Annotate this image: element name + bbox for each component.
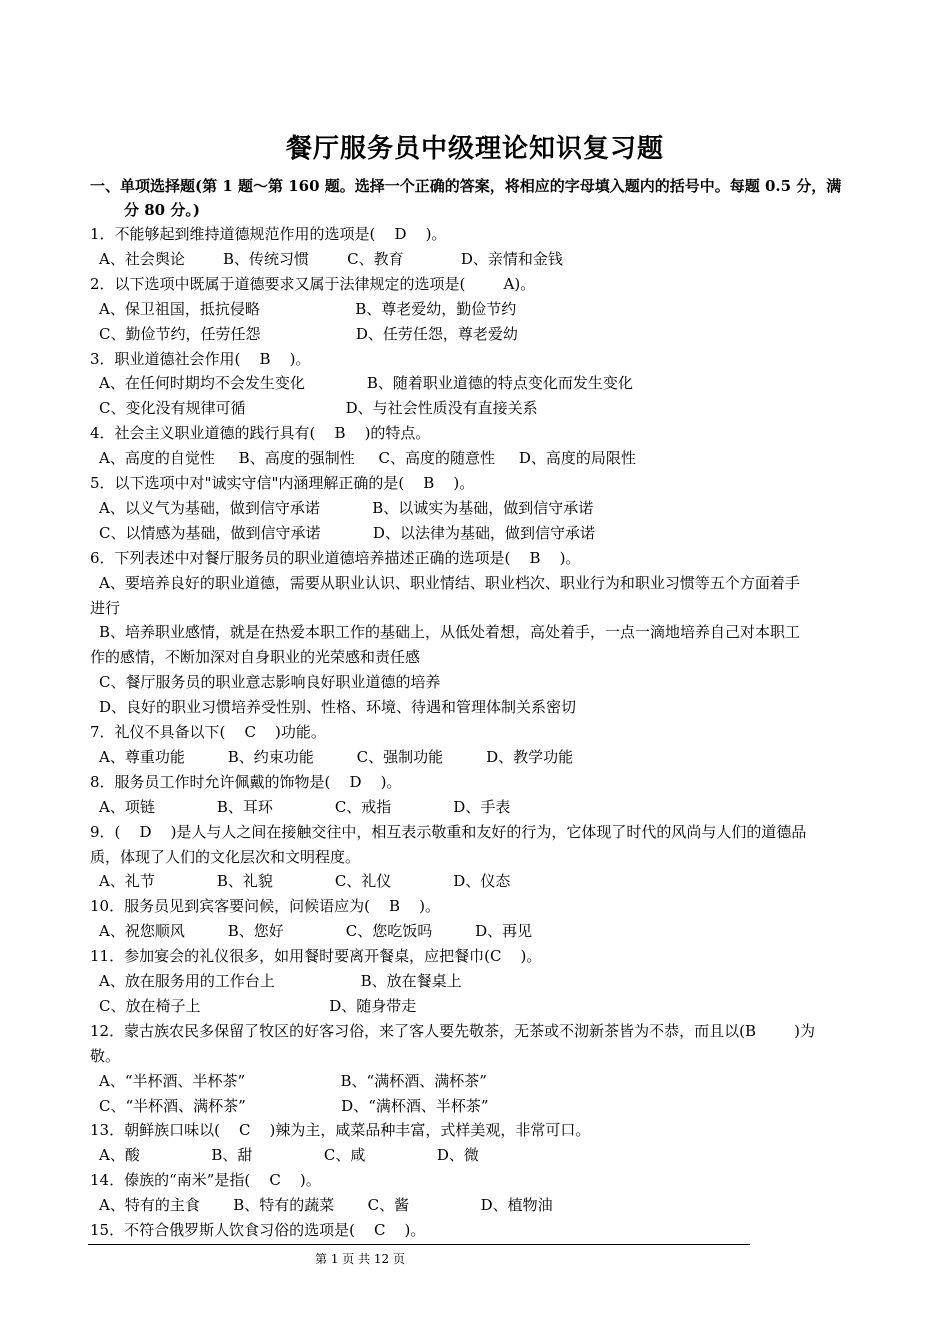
- section-header-line1: 一、单项选择题(第 1 题～第 160 题。选择一个正确的答案，将相应的字母填入题内的括号中。每题 0.5 分，满: [90, 177, 842, 195]
- text-line: 13．朝鲜族口味以( C )辣为主，咸菜品种丰富，式样美观，非常可口。: [90, 1121, 591, 1140]
- text-line: A、高度的自觉性 B、高度的强制性 C、高度的随意性 D、高度的局限性: [99, 449, 636, 468]
- text-line: C、变化没有规律可循 D、与社会性质没有直接关系: [99, 399, 538, 418]
- text-line: C、以情感为基础，做到信守承诺 D、以法律为基础，做到信守承诺: [99, 523, 595, 542]
- text-line: D、良好的职业习惯培养受性别、性格、环境、待遇和管理体制关系密切: [99, 698, 577, 717]
- text-line: C、放在椅子上 D、随身带走: [99, 996, 417, 1015]
- text-line: 3．职业道德社会作用( B )。: [90, 349, 311, 368]
- text-line: C、勤俭节约，任劳任怨 D、任劳任怨，尊老爱幼: [99, 324, 518, 343]
- page-footer: 第 1 页 共 12 页: [315, 1252, 405, 1266]
- text-line: 质，体现了人们的文化层次和文明程度。: [90, 847, 361, 866]
- text-line: 5．以下选项中对"诚实守信"内涵理解正确的是( B )。: [90, 474, 475, 492]
- text-line: 敬。: [90, 1046, 121, 1065]
- footer-rule: [88, 1244, 750, 1245]
- text-line: 7．礼仪不具备以下( C )功能。: [90, 723, 326, 741]
- page-title: 餐厅服务员中级理论知识复习题: [285, 134, 664, 164]
- text-line: B、培养职业感情，就是在热爱本职工作的基础上，从低处着想，高处着手，一点一滴地培养自己对本职工: [99, 623, 801, 642]
- text-line: A、特有的主食 B、特有的蔬菜 C、酱 D、植物油: [99, 1196, 553, 1215]
- text-line: 作的感情，不断加深对自身职业的光荣感和责任感: [90, 648, 421, 667]
- text-line: C、“半杯酒、满杯茶” D、“满杯酒、半杯茶”: [99, 1096, 489, 1115]
- text-line: A、“半杯酒、半杯茶” B、“满杯酒、满杯茶”: [99, 1071, 487, 1090]
- text-line: 15．不符合俄罗斯人饮食习俗的选项是( C )。: [90, 1221, 426, 1239]
- text-line: 2．以下选项中既属于道德要求又属于法律规定的选项是( A)。: [90, 274, 536, 293]
- text-line: A、在任何时期均不会发生变化 B、随着职业道德的特点变化而发生变化: [99, 374, 633, 393]
- text-line: A、尊重功能 B、约束功能 C、强制功能 D、教学功能: [99, 747, 574, 766]
- text-line: A、放在服务用的工作台上 B、放在餐桌上: [99, 972, 462, 990]
- text-line: A、保卫祖国，抵抗侵略 B、尊老爱幼，勤俭节约: [99, 299, 517, 318]
- text-line: 10．服务员见到宾客要问候，问候语应为( B )。: [90, 897, 440, 916]
- text-line: 6．下列表述中对餐厅服务员的职业道德培养描述正确的选项是( B )。: [90, 548, 581, 567]
- text-line: A、社会舆论 B、传统习惯 C、教育 D、亲情和金钱: [99, 249, 563, 268]
- text-line: 12．蒙古族农民多保留了牧区的好客习俗，来了客人要先敬茶，无茶或不沏新茶皆为不恭，而且以(B )为: [90, 1021, 815, 1040]
- text-line: A、项链 B、耳环 C、戒指 D、手表: [99, 797, 511, 816]
- text-line: C、餐厅服务员的职业意志影响良好职业道德的培养: [99, 673, 441, 692]
- text-line: A、要培养良好的职业道德，需要从职业认识、职业情结、职业档次、职业行为和职业习惯等五个方面着手: [99, 573, 800, 592]
- text-line: 11．参加宴会的礼仪很多，如用餐时要离开餐桌，应把餐巾(C )。: [90, 947, 542, 966]
- text-line: 9．( D )是人与人之间在接触交往中，相互表示敬重和友好的行为，它体现了时代的风尚与人们的道德品: [90, 822, 807, 841]
- text-line: A、以义气为基础，做到信守承诺 B、以诚实为基础，做到信守承诺: [99, 498, 594, 517]
- text-line: A、礼节 B、礼貌 C、礼仪 D、仪态: [99, 872, 511, 891]
- text-line: 14．傣族的“南米”是指( C )。: [90, 1171, 321, 1190]
- text-line: A、酸 B、甜 C、咸 D、微: [99, 1146, 479, 1165]
- text-line: 8．服务员工作时允许佩戴的饰物是( D )。: [90, 772, 402, 791]
- text-line: 进行: [90, 598, 121, 617]
- text-line: A、祝您顺风 B、您好 C、您吃饭吗 D、再见: [99, 922, 533, 941]
- text-line: 1．不能够起到维持道德规范作用的选项是( D )。: [90, 225, 447, 243]
- section-header-line2: 分 80 分。): [124, 201, 200, 219]
- text-line: 4．社会主义职业道德的践行具有( B )的特点。: [90, 424, 431, 443]
